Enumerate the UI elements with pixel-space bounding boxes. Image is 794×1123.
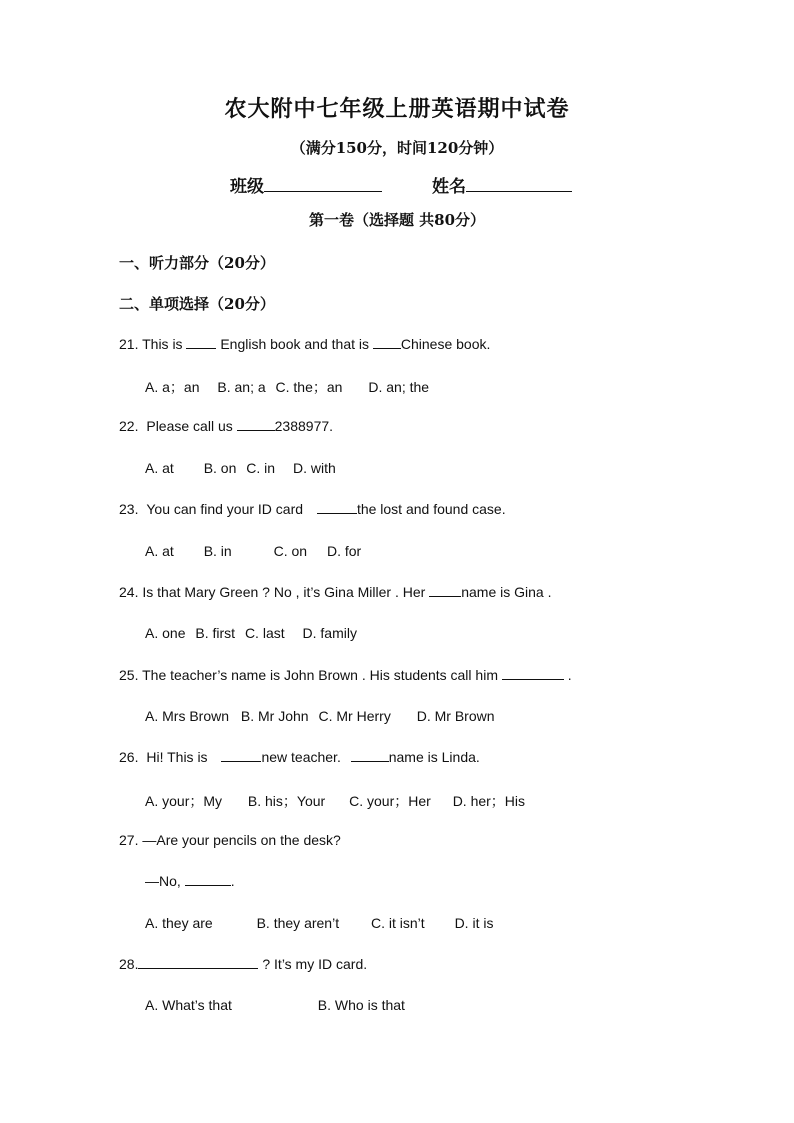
- question-text: English book and that is: [220, 336, 369, 352]
- option-c: C. on: [273, 543, 308, 559]
- answer-blank: [237, 418, 275, 431]
- question-23: [119, 501, 506, 517]
- question-text: —Are your pencils on the desk?: [142, 832, 341, 848]
- options-25: [145, 708, 495, 724]
- exam-subtitle: （满分150分，时间120分钟）: [290, 139, 504, 157]
- part-title: 第一卷（选择题 共80分）: [308, 211, 486, 229]
- answer-blank: [351, 749, 389, 762]
- question-22: [119, 418, 333, 434]
- question-text: name is Gina .: [461, 584, 552, 600]
- question-27: [119, 832, 341, 848]
- options-27: [145, 915, 493, 931]
- question-text: name is Linda.: [388, 749, 480, 765]
- option-a: A. at: [145, 460, 174, 476]
- options-22: [145, 460, 336, 476]
- option-b: B. Who is that: [317, 997, 405, 1013]
- question-27-reply: [145, 873, 235, 889]
- question-number: 21.: [119, 336, 139, 352]
- option-d: D. for: [326, 543, 362, 559]
- question-text: .: [567, 667, 572, 683]
- option-d: D. Mr Brown: [416, 708, 495, 724]
- options-26: [145, 791, 525, 811]
- option-b: B. they aren’t: [256, 915, 340, 931]
- option-c: C. in: [246, 460, 276, 476]
- question-number: 24.: [119, 584, 139, 600]
- option-a: A. one: [145, 625, 186, 641]
- question-number: 22.: [119, 418, 139, 434]
- question-text: Chinese book.: [400, 336, 491, 352]
- option-c: C. last: [244, 625, 285, 641]
- option-d: D. with: [292, 460, 336, 476]
- option-b: B. on: [203, 460, 237, 476]
- question-text: new teacher.: [261, 749, 341, 765]
- answer-blank: [502, 667, 564, 680]
- question-text: This is: [142, 336, 183, 352]
- class-blank: [264, 175, 382, 192]
- options-28: [145, 997, 405, 1013]
- option-b: B. an; a: [217, 379, 266, 395]
- answer-blank: [138, 956, 258, 969]
- option-d: D. an; the: [368, 379, 430, 395]
- question-24: [119, 584, 551, 600]
- question-text: You can find your ID card: [146, 501, 304, 517]
- name-blank: [466, 175, 572, 192]
- option-d: D. it is: [454, 915, 494, 931]
- question-text: Hi! This is: [146, 749, 208, 765]
- question-28: [119, 956, 367, 972]
- option-c: C. it isn’t: [370, 915, 425, 931]
- question-text: ? It’s my ID card.: [262, 956, 368, 972]
- option-a: A. they are: [145, 915, 213, 931]
- question-text: Is that Mary Green ? No , it’s Gina Miller . Her: [142, 584, 426, 600]
- options-21: [145, 377, 429, 397]
- options-23: [145, 543, 361, 559]
- option-c: C. the；an: [275, 379, 343, 395]
- answer-blank: [373, 336, 401, 349]
- question-number: 25.: [119, 667, 139, 683]
- option-a: A. What’s that: [145, 997, 232, 1013]
- option-c: C. Mr Herry: [318, 708, 391, 724]
- question-21: [119, 336, 490, 352]
- class-field: [230, 172, 382, 197]
- option-b: B. in: [203, 543, 232, 559]
- section-listening: 一、听力部分（20分）: [119, 254, 275, 272]
- class-label: 班级: [230, 177, 264, 197]
- option-a: A. your；My: [145, 793, 223, 809]
- question-number: 28.: [119, 956, 139, 972]
- name-label: 姓名: [432, 177, 466, 197]
- section-single-choice: 二、单项选择（20分）: [119, 295, 275, 313]
- option-a: A. a；an: [145, 379, 200, 395]
- option-a: A. at: [145, 543, 174, 559]
- answer-blank: [429, 584, 461, 597]
- option-b: B. first: [195, 625, 236, 641]
- question-text: the lost and found case.: [356, 501, 506, 517]
- question-number: 26.: [119, 749, 139, 765]
- question-text: Please call us: [146, 418, 233, 434]
- answer-blank: [221, 749, 261, 762]
- question-text: The teacher’s name is John Brown . His students call him: [142, 667, 498, 683]
- question-number: 27.: [119, 832, 139, 848]
- question-number: 23.: [119, 501, 139, 517]
- option-c: C. your；Her: [349, 793, 431, 809]
- option-b: B. Mr John: [240, 708, 309, 724]
- answer-blank: [186, 336, 216, 349]
- exam-title: 农大附中七年级上册英语期中试卷: [224, 96, 570, 122]
- question-text: .: [230, 873, 235, 889]
- answer-blank: [317, 501, 357, 514]
- option-d: D. family: [302, 625, 357, 641]
- question-text: —No,: [145, 873, 181, 889]
- options-24: [145, 625, 357, 641]
- question-26: [119, 749, 480, 765]
- name-field: [432, 172, 572, 197]
- question-25: [119, 667, 572, 683]
- option-d: D. her；His: [452, 793, 526, 809]
- option-a: A. Mrs Brown: [145, 708, 230, 724]
- answer-blank: [185, 873, 231, 886]
- option-b: B. his；Your: [247, 793, 326, 809]
- question-text: 2388977.: [274, 418, 334, 434]
